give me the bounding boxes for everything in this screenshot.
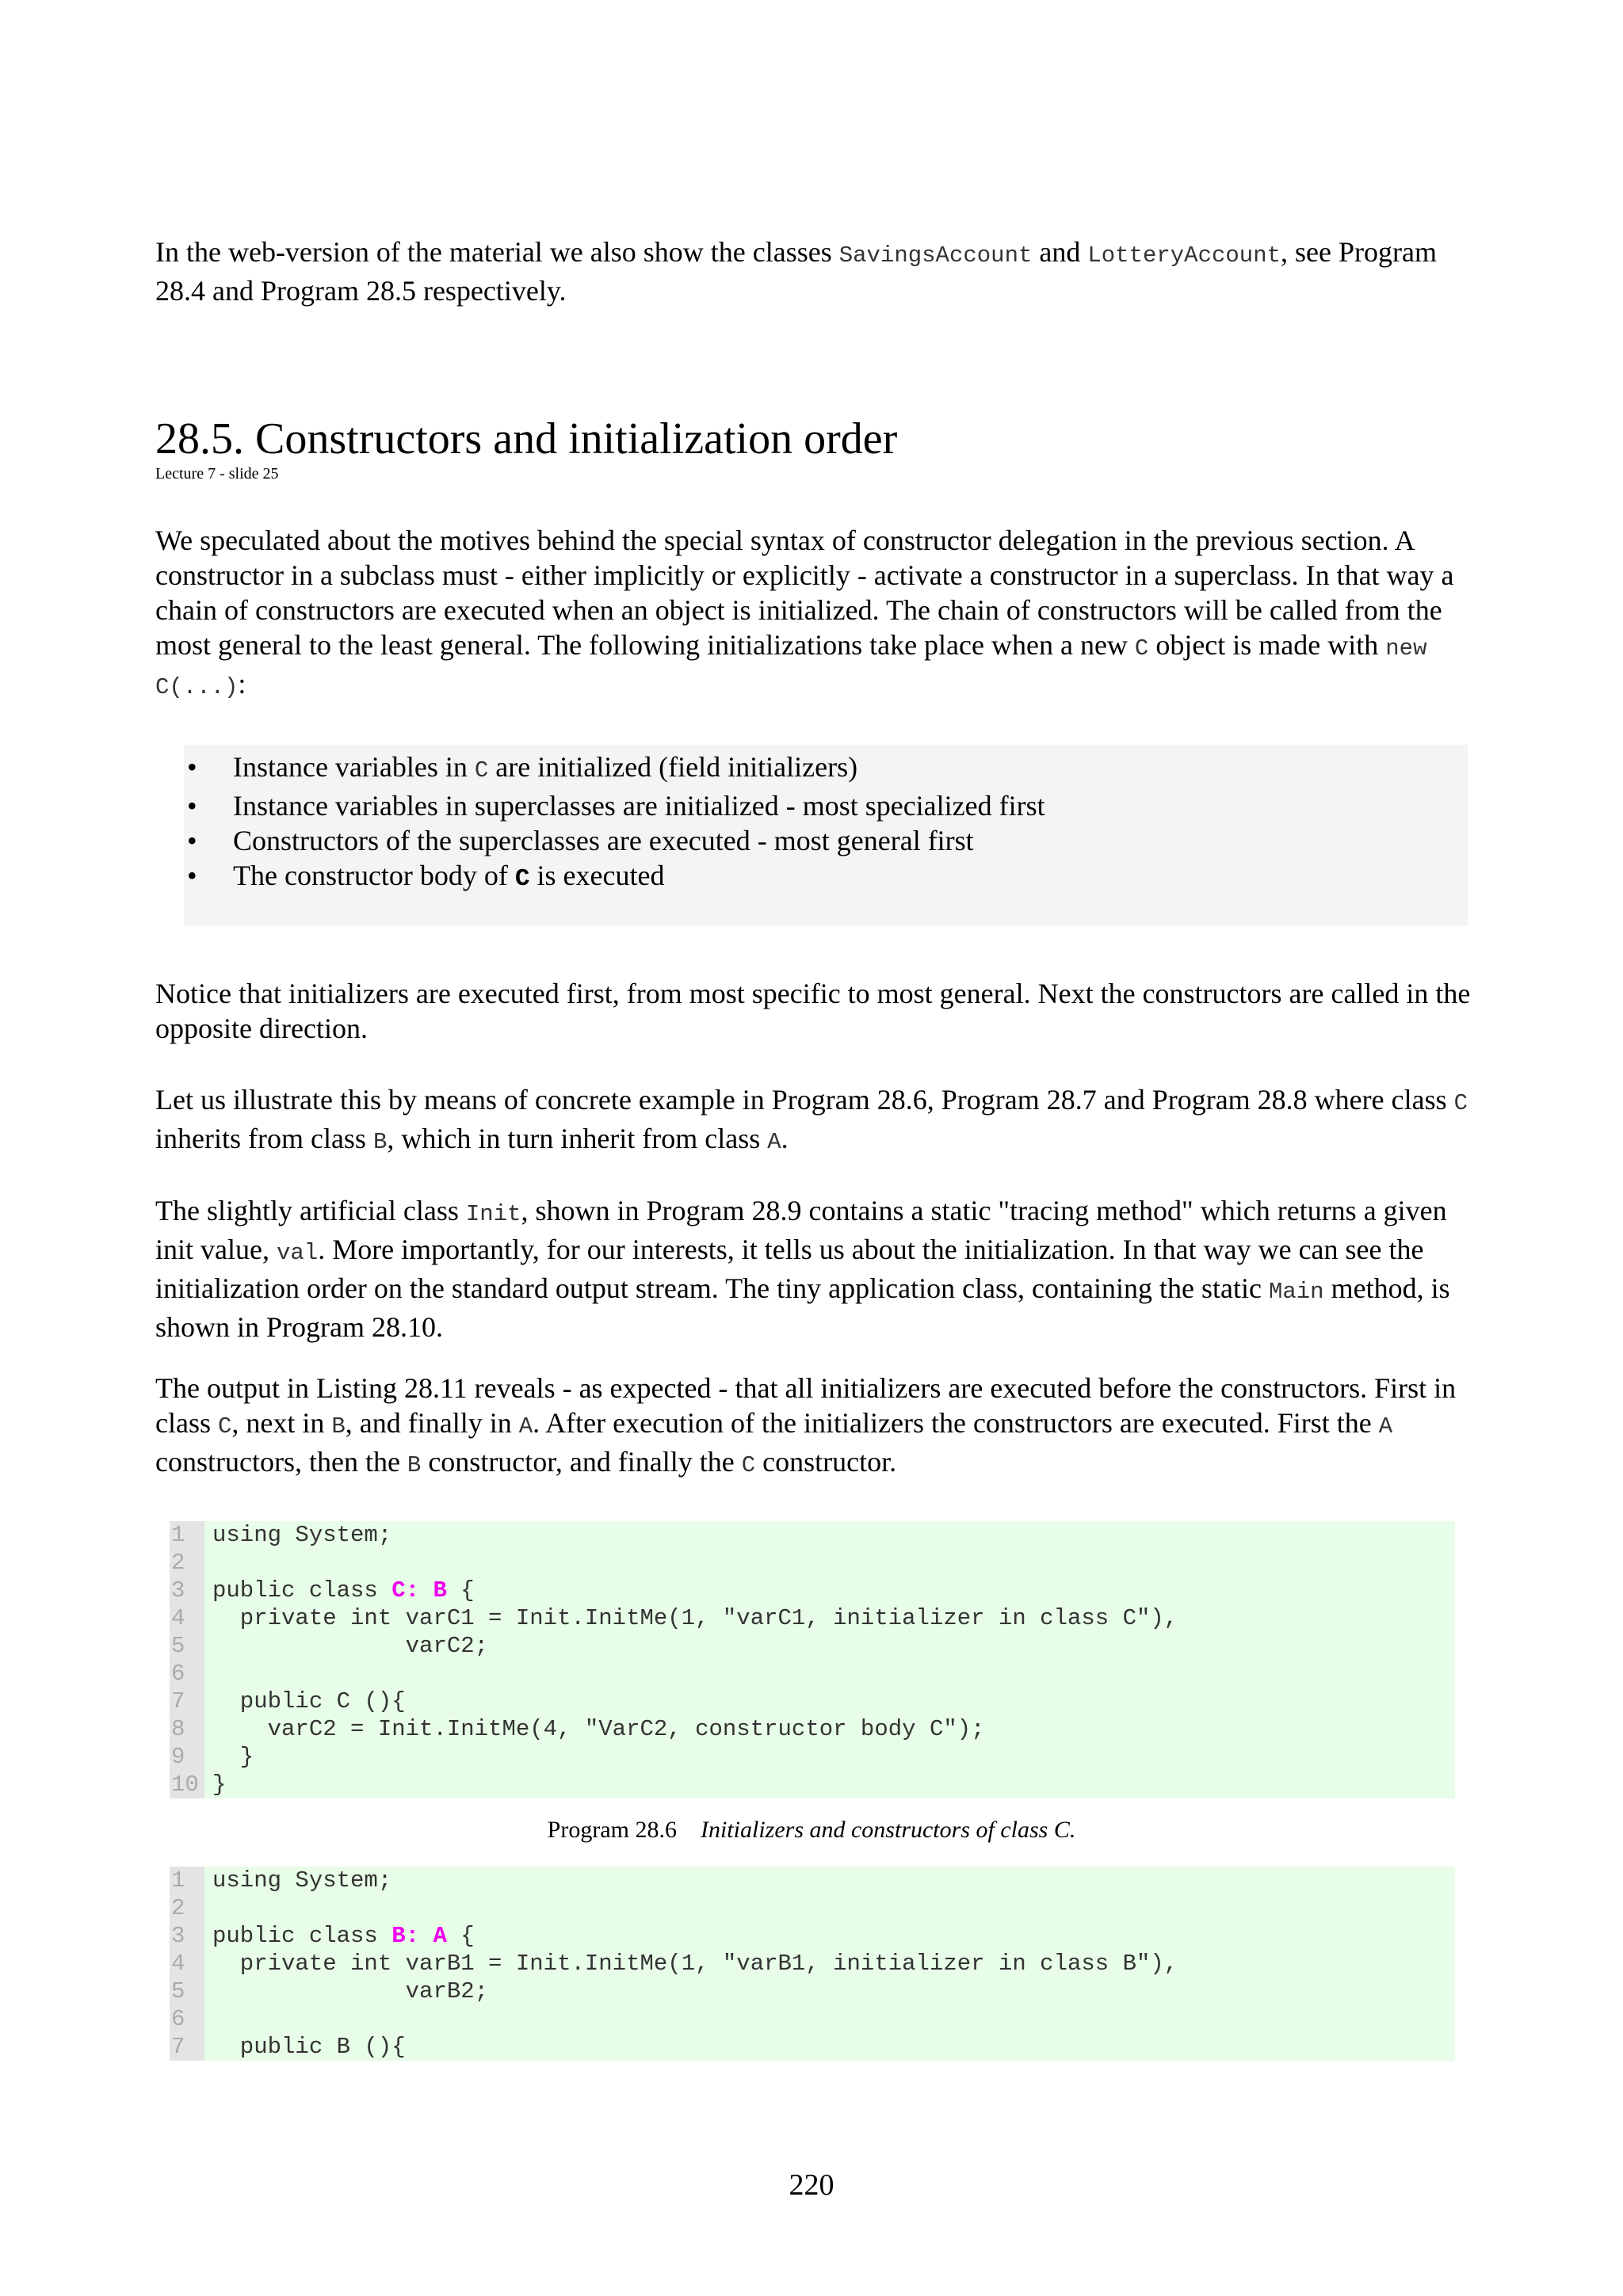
bullet-icon: •: [187, 860, 197, 891]
code-line: 7 public C (){: [171, 1688, 406, 1714]
bullet-icon: •: [187, 790, 197, 822]
code-line: 9 }: [171, 1744, 254, 1770]
code-line: 5 varC2;: [171, 1633, 489, 1659]
line-number: 2: [170, 1549, 204, 1577]
line-number: 3: [170, 1922, 204, 1950]
code-line: [170, 1549, 1455, 1577]
paragraph-init-class: The slightly artificial class Init, shown in Program 28.9 contains a static "tracing method" which returns a given init value, val. More importantly, for our interests, it tells us about the initialization. In that way we can see the initialization order on the standard output stream. The tiny application class, containing the static Main method, is shown in Program 28.10.: [155, 1195, 1450, 1343]
list-item: • Constructors of the superclasses are executed - most general first: [187, 825, 974, 856]
code-line: 5 varB2;: [171, 1978, 489, 2004]
line-number: 5: [170, 1632, 204, 1660]
initialization-list-box: [184, 745, 1468, 925]
code-line: 1 using System;: [171, 1522, 392, 1548]
line-number: 3: [170, 1577, 204, 1604]
list-item: • The constructor body of C is executed: [187, 860, 665, 893]
line-number: 1: [170, 1521, 204, 1549]
line-number: 8: [170, 1715, 204, 1743]
line-number: 6: [170, 1660, 204, 1688]
code-line: 4 private int varC1 = Init.InitMe(1, "varC1, initializer in class C"),: [171, 1605, 1178, 1631]
code-line: [170, 2005, 1455, 2033]
list-item: • Instance variables in C are initialized (field initializers): [187, 751, 858, 784]
line-number: 6: [170, 2005, 204, 2033]
class-name-code: SavingsAccount: [838, 242, 1033, 269]
section-subtitle: Lecture 7 - slide 25: [155, 465, 279, 482]
bullet-icon: •: [187, 751, 197, 783]
code-listing-program-28-6: [170, 1521, 1455, 1798]
paragraph-example: Let us illustrate this by means of concrete example in Program 28.6, Program 28.7 and Program 28.8 where class C inherits from class B, which in turn inherit from class A.: [155, 1084, 1468, 1155]
line-number: 4: [170, 1950, 204, 1978]
line-number: 10: [170, 1771, 204, 1798]
code-line: 3 public class B: A {: [171, 1923, 475, 1949]
code-line: 8 varC2 = Init.InitMe(4, "VarC2, constructor body C");: [171, 1716, 985, 1742]
line-number: 9: [170, 1743, 204, 1771]
paragraph-notice: Notice that initializers are executed first, from most specific to most general. Next the constructors are called in the opposite direction.: [155, 978, 1471, 1044]
line-number: 2: [170, 1894, 204, 1922]
caption-label: Program 28.6: [547, 1817, 677, 1843]
class-heading-highlight: C: B: [391, 1577, 447, 1604]
paragraph-output: The output in Listing 28.11 reveals - as expected - that all initializers are executed before the constructors. First in class C, next in B, and finally in A. After execution of the initializers the constructors are executed. First the A constructors, then the B constructor, and finally the C constructor.: [155, 1372, 1457, 1478]
code-line: 1 using System;: [171, 1867, 392, 1894]
line-number: 4: [170, 1604, 204, 1632]
code-line: 3 public class C: B {: [171, 1577, 475, 1604]
paragraph-constructor-chain: We speculated about the motives behind the special syntax of constructor delegation in the previous section. A constructor in a subclass must - either implicitly or explicitly - activate a constructor in a superclass. In that way a chain of constructors are executed when an object is initialized. The chain of constructors will be called from the most general to the least general. The following initializations take place when a new C object is made with new C(...):: [155, 524, 1454, 700]
code-listing-program-28-7: [170, 1867, 1455, 2061]
line-number: 7: [170, 1688, 204, 1715]
page-number: 220: [789, 2168, 834, 2202]
class-heading-highlight: B: A: [391, 1923, 447, 1949]
code-line: [170, 1894, 1455, 1922]
initialization-list: [187, 749, 1045, 897]
program-caption: [0, 1816, 1623, 1844]
class-name-code: LotteryAccount: [1087, 242, 1281, 269]
code-line: 10 }: [171, 1772, 227, 1798]
code-line: [170, 1660, 1455, 1688]
caption-text: Initializers and constructors of class C.: [700, 1817, 1076, 1843]
line-number: 1: [170, 1867, 204, 1894]
intro-paragraph: In the web-version of the material we also show the classes SavingsAccount and LotteryAccount, see Program 28.4 and Program 28.5 respectively.: [155, 236, 1437, 307]
code-line: 7 public B (){: [171, 2034, 406, 2060]
list-item: • Instance variables in superclasses are initialized - most specialized first: [187, 790, 1045, 822]
section-title: 28.5. Constructors and initialization order: [155, 414, 898, 463]
line-number: 5: [170, 1978, 204, 2005]
bullet-icon: •: [187, 825, 197, 856]
line-number: 7: [170, 2033, 204, 2061]
code-line: 4 private int varB1 = Init.InitMe(1, "varB1, initializer in class B"),: [171, 1951, 1178, 1977]
